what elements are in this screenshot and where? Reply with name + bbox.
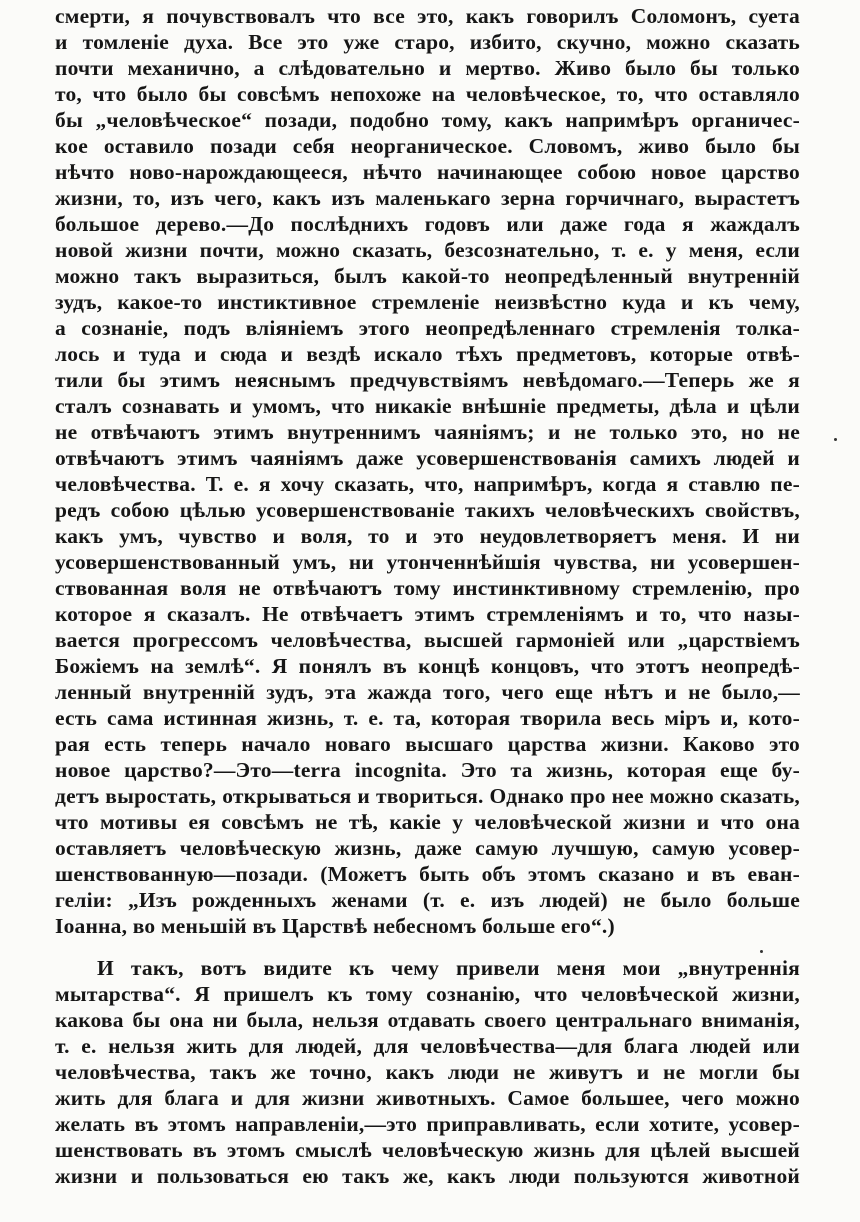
- text-line: что мотивы ея совсѣмъ не тѣ, какіе у человѣческой жизни и что она: [55, 810, 800, 834]
- text-line: можно такъ выразиться, былъ какой-то неопредѣленный внутренній: [55, 264, 800, 288]
- text-line: есть сама истинная жизнь, т. е. та, которая творила весь міръ и, кото-: [55, 706, 800, 730]
- text-line: новое царство?—Это—terra incognita. Это та жизнь, которая еще бу-: [55, 758, 800, 782]
- text-line: нѣчто ново-нарождающееся, нѣчто начинающее собою новое царство: [55, 160, 800, 184]
- text-line: какова бы она ни была, нельзя отдавать своего центральнаго вниманія,: [55, 1008, 800, 1032]
- text-line: шенствованную—позади. (Можетъ быть объ этомъ сказано и въ еван-: [55, 862, 800, 886]
- text-line: лось и туда и сюда и вездѣ искало тѣхъ предметовъ, которые отвѣ-: [55, 342, 800, 366]
- paragraph-1: [55, 3, 800, 939]
- text-line: И такъ, вотъ видите къ чему привели меня мои „внутреннія: [97, 956, 800, 980]
- text-line: какъ умъ, чувство и воля, то и это неудовлетворяетъ меня. И ни: [55, 524, 800, 548]
- text-line: Іоанна, во меньшій въ Царствѣ небесномъ больше его“.): [55, 914, 615, 938]
- text-line: то, что было бы совсѣмъ непохоже на человѣческое, то, что оставляло: [55, 82, 800, 106]
- text-line: человѣчества, такъ же точно, какъ люди не живутъ и не могли бы: [55, 1060, 800, 1084]
- text-line: вается прогрессомъ человѣчества, высшей гармоніей или „царствіемъ: [55, 628, 800, 652]
- text-line: мытарства“. Я пришелъ къ тому сознанію, что человѣческой жизни,: [55, 982, 800, 1006]
- text-line: сталъ сознавать и умомъ, что никакіе внѣшніе предметы, дѣла и цѣли: [55, 394, 800, 418]
- text-line: детъ выростать, открываться и твориться. Однако про нее можно сказать,: [55, 784, 800, 808]
- text-line: Божіемъ на землѣ“. Я понялъ въ концѣ концовъ, что этотъ неопредѣ-: [55, 654, 800, 678]
- text-line: т. е. нельзя жить для людей, для человѣчества—для блага людей или: [55, 1034, 800, 1058]
- text-line: большое дерево.—До послѣднихъ годовъ или даже года я жаждалъ: [55, 212, 800, 236]
- text-line: жизни, то, изъ чего, какъ изъ маленькаго зерна горчичнаго, вырастетъ: [55, 186, 800, 210]
- text-line: и томленіе духа. Все это уже старо, избито, скучно, можно сказать: [55, 30, 800, 54]
- text-line: почти механично, а слѣдовательно и мертво. Живо было бы только: [55, 56, 800, 80]
- text-line: человѣчества. Т. е. я хочу сказать, что, напримѣръ, когда я ставлю пе-: [55, 472, 800, 496]
- text-line: а сознаніе, подъ вліяніемъ этого неопредѣленнаго стремленія толка-: [55, 316, 800, 340]
- text-line: редъ собою цѣлью усовершенствованіе такихъ человѣческихъ свойствъ,: [55, 498, 800, 522]
- text-line: кое оставило позади себя неорганическое. Словомъ, живо было бы: [55, 134, 800, 158]
- text-line: тили бы этимъ неяснымъ предчувствіямъ невѣдомаго.—Теперь же я: [55, 368, 800, 392]
- text-line: не отвѣчаютъ этимъ внутреннимъ чаяніямъ; и не только это, но не: [55, 420, 800, 444]
- text-line: желать въ этомъ направленіи,—это приправливать, если хотите, усовер-: [55, 1112, 800, 1136]
- text-line: смерти, я почувствовалъ что все это, какъ говорилъ Соломонъ, суета: [55, 4, 800, 28]
- text-line: шенствовать въ этомъ смыслѣ человѣческую жизнь для цѣлей высшей: [55, 1138, 800, 1162]
- text-line: ствованная воля не отвѣчаютъ тому инстинктивному стремленію, про: [55, 576, 800, 600]
- text-line: новой жизни почти, можно сказать, безсознательно, т. е. у меня, если: [55, 238, 800, 262]
- text-line: отвѣчаютъ этимъ чаяніямъ даже усовершенствованія самихъ людей и: [55, 446, 800, 470]
- text-line: рая есть теперь начало новаго высшаго царства жизни. Каково это: [55, 732, 800, 756]
- paragraph-2: [55, 955, 800, 1189]
- text-line: жизни и пользоваться ею такъ же, какъ люди пользуются животной: [55, 1164, 800, 1188]
- text-line: жить для блага и для жизни животныхъ. Самое большее, чего можно: [55, 1086, 800, 1110]
- text-line: усовершенствованный умъ, ни утонченнѣйшія чувства, ни усовершен-: [55, 550, 800, 574]
- text-line: которое я сказалъ. Не отвѣчаетъ этимъ стремленіямъ и то, что назы-: [55, 602, 800, 626]
- text-line: геліи: „Изъ рожденныхъ женами (т. е. изъ людей) не было больше: [55, 888, 800, 912]
- text-line: ленный внутренній зудъ, эта жажда того, чего еще нѣтъ и не было,—: [55, 680, 800, 704]
- text-line: зудъ, какое-то инстиктивное стремленіе неизвѣстно куда и къ чему,: [55, 290, 800, 314]
- text-line: бы „человѣческое“ позади, подобно тому, какъ напримѣръ органичес-: [55, 108, 800, 132]
- print-speck: [834, 438, 837, 441]
- text-line: оставляетъ человѣческую жизнь, даже самую лучшую, самую усовер-: [55, 836, 800, 860]
- print-speck: [760, 950, 763, 953]
